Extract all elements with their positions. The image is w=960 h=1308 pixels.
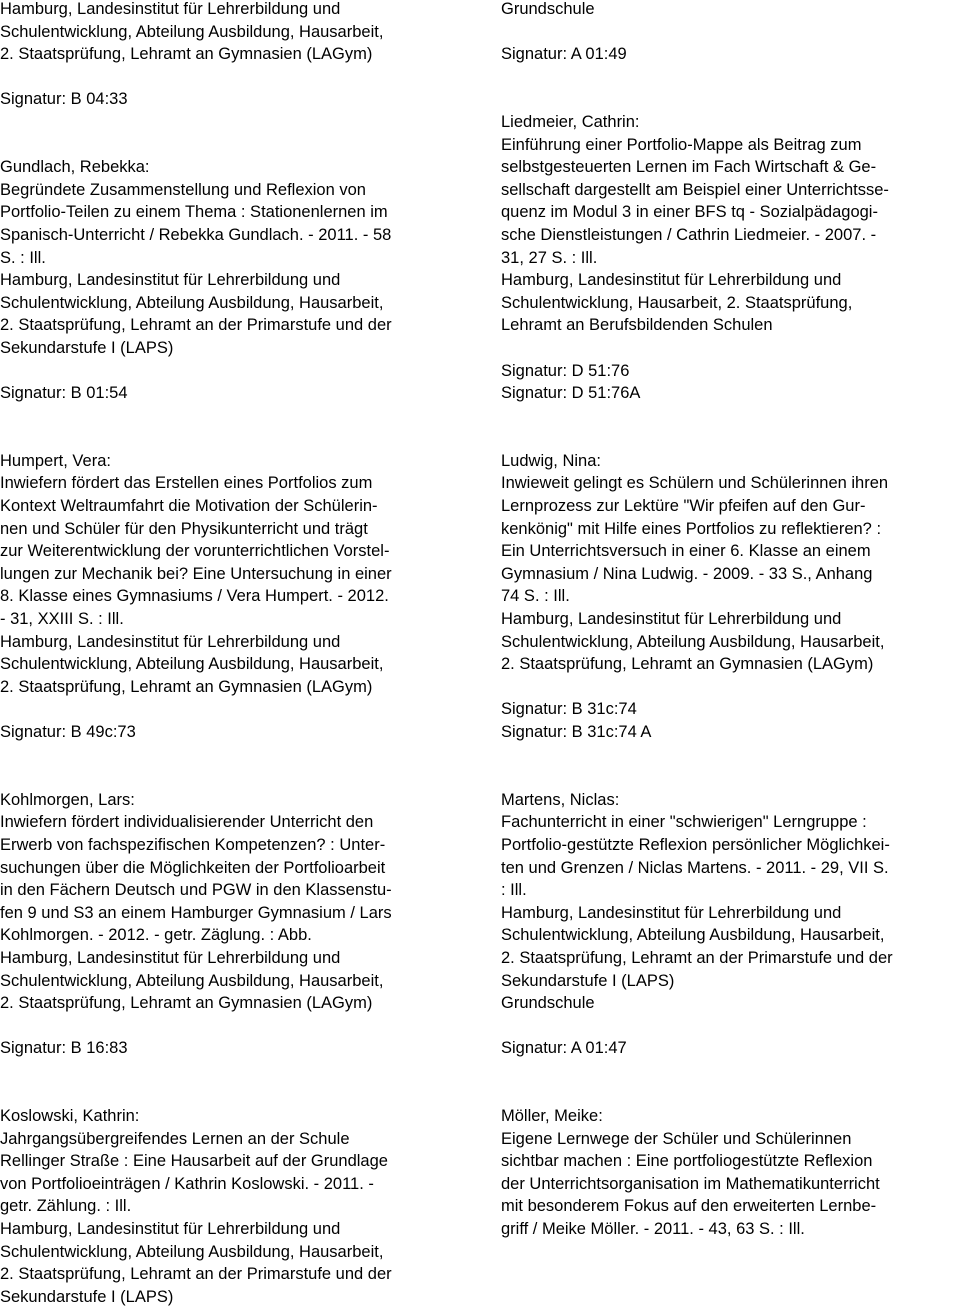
entry-text-line: Begründete Zusammenstellung und Reflexion von <box>0 180 366 199</box>
entry-text-line: der Unterrichtsorganisation im Mathematikunterricht <box>501 1174 880 1193</box>
entry-author: Gundlach, Rebekka: <box>0 158 150 177</box>
entry-text-line: Fachunterricht in einer "schwierigen" Lerngruppe : <box>501 813 867 832</box>
entry-text-line: Sekundarstufe I (LAPS) <box>501 971 675 990</box>
entry-text-line: Schulentwicklung, Abteilung Ausbildung, Hausarbeit, <box>0 293 384 312</box>
left-column <box>0 0 470 1308</box>
bibliography-entry <box>0 450 470 789</box>
spacer <box>0 360 470 383</box>
entry-text-line: Hamburg, Landesinstitut für Lehrerbildung und <box>0 1220 341 1239</box>
entry-text-line: Schulentwicklung, Abteilung Ausbildung, Hausarbeit, <box>0 971 384 990</box>
entry-text-line: 8. Klasse eines Gymnasiums / Vera Humpert. - 2012. <box>0 587 389 606</box>
entry-text-line: Lernprozess zur Lektüre "Wir pfeifen auf den Gur- <box>501 497 866 516</box>
entry-text-line: Gymnasium / Nina Ludwig. - 2009. - 33 S., Anhang <box>501 564 873 583</box>
spacer <box>0 111 470 156</box>
bibliography-entry <box>0 156 470 450</box>
entry-text-line: Hamburg, Landesinstitut für Lehrerbildung und <box>501 271 842 290</box>
entry-text-line: Kohlmorgen. - 2012. - getr. Zäglung. : Abb. <box>0 926 312 945</box>
entry-text-line: ten und Grenzen / Niclas Martens. - 2011. - 29, VII S. <box>501 858 889 877</box>
entry-text-line: griff / Meike Möller. - 2011. - 43, 63 S. : Ill. <box>501 1220 805 1239</box>
spacer <box>501 337 960 360</box>
entry-author: Ludwig, Nina: <box>501 451 601 470</box>
entry-text-line: Lehramt an Berufsbildenden Schulen <box>501 316 773 335</box>
entry-text-line: Portfolio-Teilen zu einem Thema : Stationenlernen im <box>0 203 388 222</box>
bibliography-entry <box>501 1105 960 1241</box>
entry-text-line: von Portfolioeinträgen / Kathrin Koslowski. - 2011. - <box>0 1174 374 1193</box>
spacer <box>0 744 470 789</box>
entry-text-line: Hamburg, Landesinstitut für Lehrerbildung und <box>0 0 341 18</box>
spacer <box>0 1015 470 1038</box>
bibliography-entry <box>0 1105 470 1308</box>
entry-text-line: 2. Staatsprüfung, Lehramt an Gymnasien (LAGym) <box>0 677 373 696</box>
entry-text-line: Schulentwicklung, Abteilung Ausbildung, Hausarbeit, <box>501 926 885 945</box>
entry-text-line: Eigene Lernwege der Schüler und Schülerinnen <box>501 1129 852 1148</box>
entry-text-line: Sekundarstufe I (LAPS) <box>0 1287 174 1306</box>
entry-text-line: 2. Staatsprüfung, Lehramt an Gymnasien (LAGym) <box>501 655 874 674</box>
entry-text-line: Hamburg, Landesinstitut für Lehrerbildung und <box>501 610 842 629</box>
spacer <box>501 21 960 44</box>
entry-text-line: Ein Unterrichtsversuch in einer 6. Klasse an einem <box>501 542 871 561</box>
entry-text-line: Einführung einer Portfolio-Mappe als Beitrag zum <box>501 135 862 154</box>
spacer <box>501 676 960 699</box>
entry-text-line: Portfolio-gestützte Reflexion persönlicher Möglichkei- <box>501 835 890 854</box>
entry-text-line: lungen zur Mechanik bei? Eine Untersuchung in einer <box>0 564 392 583</box>
entry-text-line: Spanisch-Unterricht / Rebekka Gundlach. - 2011. - 58 <box>0 225 392 244</box>
signature-line: Signatur: B 31c:74 A <box>501 723 652 741</box>
entry-text-line: Schulentwicklung, Abteilung Ausbildung, Hausarbeit, <box>0 1242 384 1261</box>
entry-author: Möller, Meike: <box>501 1107 603 1126</box>
entry-text-line: Schulentwicklung, Hausarbeit, 2. Staatsprüfung, <box>501 293 853 312</box>
entry-text-line: Inwiefern fördert das Erstellen eines Portfolios zum <box>0 474 373 493</box>
entry-text-line: Grundschule <box>501 0 595 18</box>
entry-text-line: Jahrgangsübergreifendes Lernen an der Schule <box>0 1129 350 1148</box>
bibliography-entry <box>0 789 470 1105</box>
entry-text-line: 2. Staatsprüfung, Lehramt an der Primarstufe und der <box>0 1265 392 1284</box>
entry-text-line: nen und Schüler für den Physikunterricht und trägt <box>0 519 368 538</box>
entry-author: Kohlmorgen, Lars: <box>0 790 135 809</box>
entry-text-line: zur Weiterentwicklung der vorunterrichtlichen Vorstel- <box>0 542 390 561</box>
entry-text-line: Grundschule <box>501 994 595 1013</box>
entry-text-line: Hamburg, Landesinstitut für Lehrerbildung und <box>0 948 341 967</box>
bibliography-entry <box>501 789 960 1105</box>
entry-text-line: kenkönig" mit Hilfe eines Portfolios zu reflektieren? : <box>501 519 882 538</box>
entry-text-line: in den Fächern Deutsch und PGW in den Klassenstu- <box>0 881 392 900</box>
entry-text-line: Sekundarstufe I (LAPS) <box>0 338 174 357</box>
entry-text-line: sellschaft dargestellt am Beispiel einer Unterrichtsse- <box>501 180 889 199</box>
signature-line: Signatur: B 01:54 <box>0 384 128 403</box>
entry-text-line: Hamburg, Landesinstitut für Lehrerbildung und <box>0 632 341 651</box>
entry-text-line: Rellinger Straße : Eine Hausarbeit auf der Grundlage <box>0 1152 388 1171</box>
entry-text-line: Hamburg, Landesinstitut für Lehrerbildung und <box>0 271 341 290</box>
entry-author: Liedmeier, Cathrin: <box>501 112 640 131</box>
entry-text-line: 2. Staatsprüfung, Lehramt an der Primarstufe und der <box>0 316 392 335</box>
entry-text-line: Inwieweit gelingt es Schülern und Schülerinnen ihren <box>501 474 889 493</box>
spacer <box>501 1015 960 1038</box>
entry-text-line: mit besonderem Fokus auf den erweiterten Lernbe- <box>501 1197 877 1216</box>
entry-text-line: Schulentwicklung, Abteilung Ausbildung, Hausarbeit, <box>0 22 384 41</box>
entry-text-line: fen 9 und S3 an einem Hamburger Gymnasium / Lars <box>0 903 392 922</box>
entry-text-line: Schulentwicklung, Abteilung Ausbildung, Hausarbeit, <box>0 655 384 674</box>
entry-text-line: getr. Zählung. : Ill. <box>0 1197 132 1216</box>
entry-text-line: Inwiefern fördert individualisierender Unterricht den <box>0 813 374 832</box>
spacer <box>0 66 470 89</box>
signature-line: Signatur: B 31c:74 <box>501 700 637 719</box>
spacer <box>0 1060 470 1105</box>
entry-text-line: suchungen über die Möglichkeiten der Portfolioarbeit <box>0 858 386 877</box>
entry-text-line: 2. Staatsprüfung, Lehramt an der Primarstufe und der <box>501 948 893 967</box>
entry-text-line: Schulentwicklung, Abteilung Ausbildung, Hausarbeit, <box>501 632 885 651</box>
bibliography-entry <box>501 450 960 789</box>
signature-line: Signatur: D 51:76 <box>501 361 630 380</box>
entry-author: Koslowski, Kathrin: <box>0 1107 140 1126</box>
entry-text-line: 2. Staatsprüfung, Lehramt an Gymnasien (LAGym) <box>0 994 373 1013</box>
spacer <box>501 744 960 789</box>
signature-line: Signatur: A 01:47 <box>501 1039 627 1058</box>
signature-line: Signatur: B 49c:73 <box>0 723 136 741</box>
entry-text-line: Kontext Weltraumfahrt die Motivation der Schülerin- <box>0 497 378 516</box>
spacer <box>501 405 960 450</box>
entry-text-line: Erwerb von fachspezifischen Kompetenzen? : Unter- <box>0 835 386 854</box>
bibliography-entry <box>501 111 960 450</box>
entry-text-line: Hamburg, Landesinstitut für Lehrerbildung und <box>501 903 842 922</box>
spacer <box>501 66 960 111</box>
bibliography-entry <box>501 0 960 111</box>
signature-line: Signatur: D 51:76A <box>501 384 641 403</box>
entry-author: Humpert, Vera: <box>0 451 111 470</box>
right-column <box>501 0 960 1241</box>
spacer <box>0 698 470 721</box>
entry-text-line: quenz im Modul 3 in einer BFS tq - Sozialpädagogi- <box>501 203 878 222</box>
entry-text-line: : Ill. <box>501 881 527 900</box>
signature-line: Signatur: B 04:33 <box>0 90 128 109</box>
entry-author: Martens, Niclas: <box>501 790 620 809</box>
spacer <box>501 1060 960 1105</box>
entry-text-line: 31, 27 S. : Ill. <box>501 248 598 267</box>
bibliography-entry <box>0 0 470 156</box>
entry-text-line: - 31, XXIII S. : Ill. <box>0 610 124 629</box>
entry-text-line: sichtbar machen : Eine portfoliogestützte Reflexion <box>501 1152 873 1171</box>
signature-line: Signatur: B 16:83 <box>0 1039 128 1058</box>
entry-text-line: 74 S. : Ill. <box>501 587 570 606</box>
entry-text-line: sche Dienstleistungen / Cathrin Liedmeier. - 2007. - <box>501 225 877 244</box>
entry-text-line: 2. Staatsprüfung, Lehramt an Gymnasien (LAGym) <box>0 45 373 64</box>
entry-text-line: selbstgesteuerten Lernen im Fach Wirtschaft & Ge- <box>501 158 877 177</box>
spacer <box>0 405 470 450</box>
signature-line: Signatur: A 01:49 <box>501 45 627 64</box>
entry-text-line: S. : Ill. <box>0 248 46 267</box>
